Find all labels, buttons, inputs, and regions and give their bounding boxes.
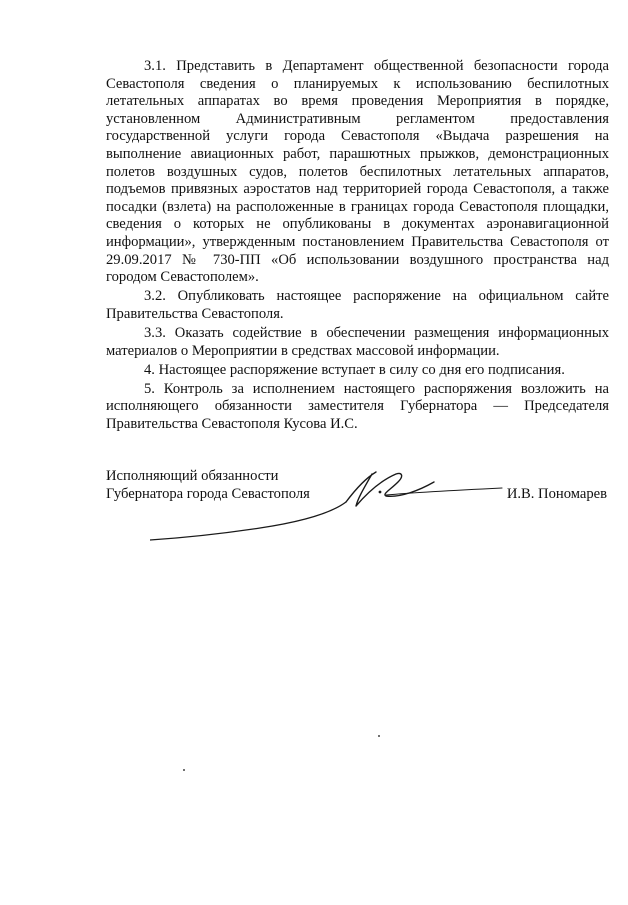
paragraph-3-1: 3.1. Представить в Департамент общественной безопасности города Севастополя сведения о планируемых к использованию беспилотных летательных аппаратах во время проведения Мероприятия в порядке, установленном Административным регламентом предоставления государственной услуги города Севастополя «Выдача разрешения на выполнение авиационных работ, парашютных прыжков, демонстрационных полетов воздушных судов, полетов беспилотных летательных аппаратов, подъемов привязных аэростатов над территорией города Севастополя, а также посадки (взлета) на расположенные в границах города Севастополя площадки, сведения о которых не опубликованы в документах аэронавигационной информации», утвержденным постановлением Правительства Севастополя от 29.09.2017 № 730-ПП «Об использовании воздушного пространства над городом Севастополем». [106, 58, 609, 286]
signatory-title-line2: Губернатора города Севастополя [106, 486, 310, 502]
document-body [106, 58, 609, 435]
scan-speck [183, 769, 185, 771]
paragraph-5: 5. Контроль за исполнением настоящего распоряжения возложить на исполняющего обязанности заместителя Губернатора — Председателя Правительства Севастополя Кусова И.С. [106, 380, 609, 432]
paragraph-4: 4. Настоящее распоряжение вступает в силу со дня его подписания. [144, 361, 565, 378]
signatory-title-line1: Исполняющий обязанности [106, 468, 279, 484]
scan-speck [378, 735, 380, 737]
signatory-name: И.В. Пономарев [506, 486, 607, 502]
handwritten-signature [150, 462, 510, 542]
paragraph-3-2: 3.2. Опубликовать настоящее распоряжение на официальном сайте Правительства Севастополя. [106, 288, 609, 322]
paragraph-3-3: 3.3. Оказать содействие в обеспечении размещения информационных материалов о Мероприятии в средствах массовой информации. [106, 324, 609, 359]
